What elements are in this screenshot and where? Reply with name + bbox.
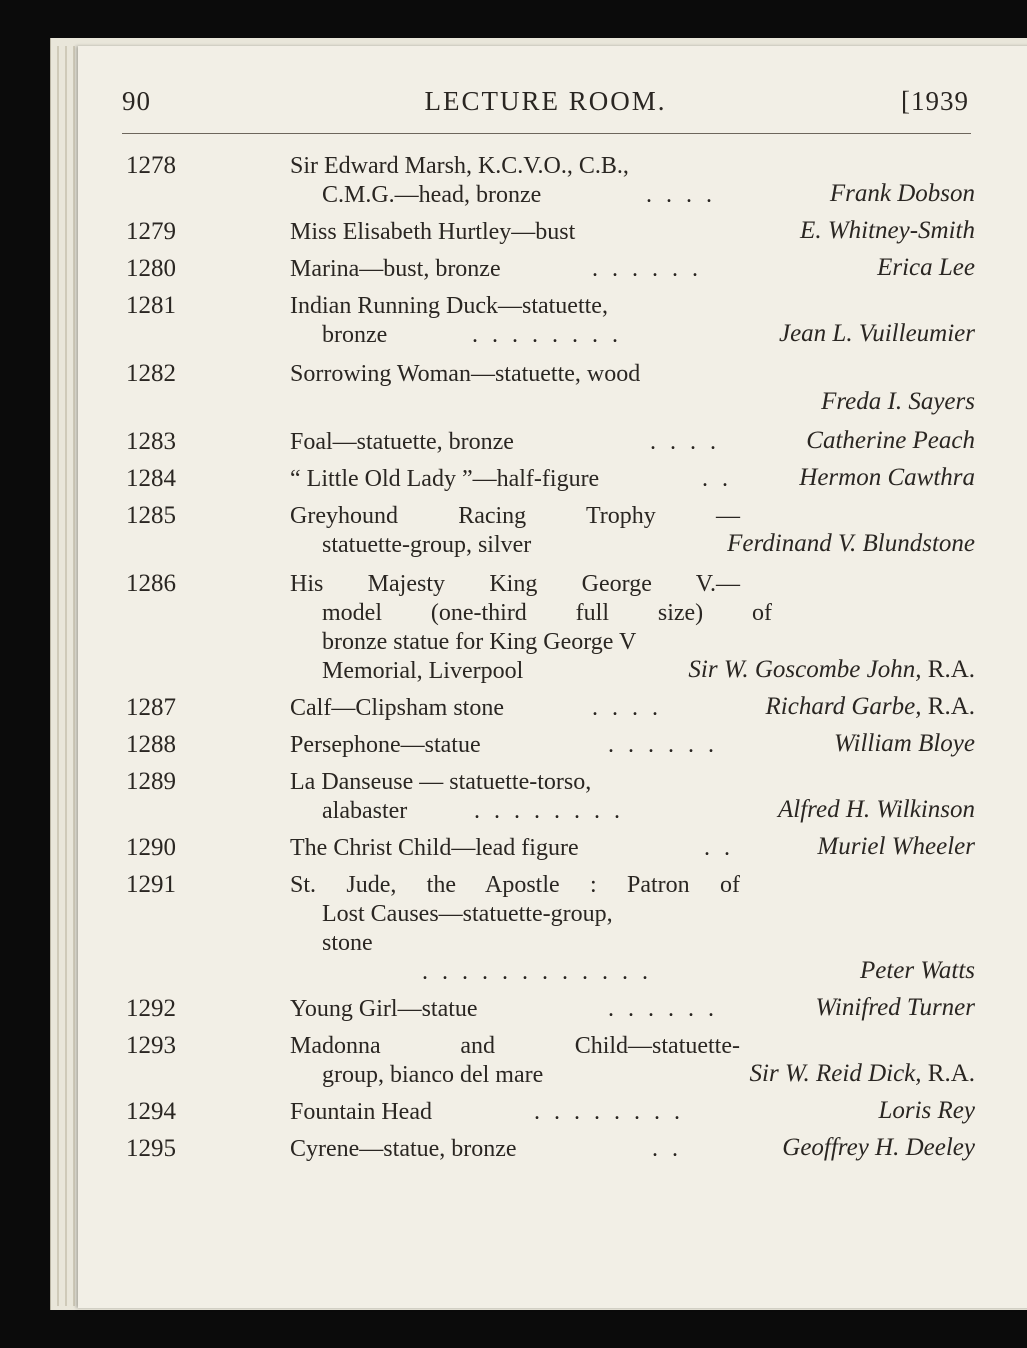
artist-honour: R.A. <box>927 693 975 720</box>
entry-title: Calf—Clipsham stone <box>290 695 504 721</box>
catalogue-entry <box>126 1032 975 1090</box>
entry-line <box>126 360 975 389</box>
artist-name-text: William Bloye <box>834 730 975 757</box>
page-edge <box>73 46 75 1306</box>
catalogue-entry <box>126 255 975 284</box>
entry-title: Cyrene—statue, bronze <box>290 1136 517 1162</box>
catalogue-entry <box>126 694 975 723</box>
leader-dots: . . . . . . . . <box>472 322 622 348</box>
entry-title-continued: Lost Causes—statuette-group, <box>322 901 613 927</box>
leader-dots: . . <box>704 835 734 861</box>
entry-line <box>126 321 975 350</box>
leader-dots: . . . . . . <box>592 256 702 282</box>
artist-name <box>750 1059 975 1088</box>
artist-name-text: Freda I. Sayers <box>821 388 975 415</box>
entry-title: “ Little Old Lady ”—half-figure <box>290 466 600 492</box>
artist-name-text: Geoffrey H. Deeley <box>782 1134 975 1161</box>
entry-number: 1286 <box>126 570 176 597</box>
entry-line <box>126 657 975 686</box>
artist-name <box>830 179 975 208</box>
artist-honour: R.A. <box>927 656 975 683</box>
artist-name-text: Erica Lee <box>877 254 975 281</box>
artist-name-text: Frank Dobson <box>829 180 975 207</box>
entry-title-continued: bronze statue for King George V <box>322 629 637 655</box>
entry-title-continued: stone <box>322 930 373 956</box>
entry-number: 1278 <box>126 152 176 179</box>
entry-line <box>126 958 975 987</box>
entry-line <box>126 900 975 929</box>
entry-title: Fountain Head <box>290 1099 432 1125</box>
artist-name-text: Catherine Peach <box>806 427 975 454</box>
entry-number: 1291 <box>126 871 176 898</box>
catalogue-entry <box>126 834 975 863</box>
leader-dots: . . <box>702 466 732 492</box>
catalogue-entry <box>126 502 975 560</box>
entry-line <box>126 292 975 321</box>
catalogue-entry <box>126 768 975 826</box>
catalogue-entry <box>126 152 975 210</box>
artist-name <box>782 1133 975 1162</box>
artist-name <box>766 692 975 721</box>
entry-line <box>126 995 975 1024</box>
artist-name <box>815 993 975 1022</box>
artist-name-text: Peter Watts <box>859 957 975 984</box>
entry-line <box>126 531 975 560</box>
entry-title-continued: model (one-third full size) of <box>322 600 772 626</box>
artist-name <box>878 1096 975 1125</box>
entry-line <box>126 694 975 723</box>
catalogue-entry <box>126 360 975 418</box>
artist-name <box>799 463 975 492</box>
artist-name <box>779 319 975 348</box>
artist-name <box>806 426 975 455</box>
entry-number: 1285 <box>126 502 176 529</box>
entry-number: 1282 <box>126 360 176 387</box>
artist-name-text: Jean L. Vuilleumier <box>778 320 975 347</box>
catalogue-entries <box>126 152 975 1164</box>
entry-number: 1293 <box>126 1032 176 1059</box>
artist-name-text: Richard Garbe, <box>765 693 922 720</box>
catalogue-entry <box>126 292 975 350</box>
entry-line <box>126 255 975 284</box>
entry-title-continued: group, bianco del mare <box>322 1062 544 1088</box>
entry-title-continued: statuette-group, silver <box>322 532 532 558</box>
entry-number: 1290 <box>126 834 176 861</box>
entry-line <box>126 218 975 247</box>
catalogue-entry <box>126 570 975 686</box>
entry-line <box>126 797 975 826</box>
leader-dots: . . . . . . . . <box>534 1099 684 1125</box>
leader-dots: . . <box>652 1136 682 1162</box>
entry-title: Foal—statuette, bronze <box>290 429 514 455</box>
artist-name-text: E. Whitney-Smith <box>800 217 975 244</box>
page-edge <box>65 46 67 1306</box>
catalogue-entry <box>126 731 975 760</box>
entry-line <box>126 502 975 531</box>
entry-title: His Majesty King George V.— <box>290 571 740 597</box>
artist-name-text: Ferdinand V. Blundstone <box>727 530 975 557</box>
header-rule <box>122 133 971 134</box>
artist-name <box>817 832 975 861</box>
leader-dots: . . . . <box>650 429 720 455</box>
catalogue-entry <box>126 1098 975 1127</box>
entry-line <box>126 929 975 958</box>
artist-name-text: Alfred H. Wilkinson <box>778 796 975 823</box>
entry-number: 1281 <box>126 292 176 319</box>
artist-name <box>778 795 975 824</box>
entry-number: 1287 <box>126 694 176 721</box>
entry-title: Young Girl—statue <box>290 996 478 1022</box>
artist-name <box>800 216 975 245</box>
entry-title: The Christ Child—lead figure <box>290 835 579 861</box>
entry-title: Sir Edward Marsh, K.C.V.O., C.B., <box>290 153 629 179</box>
entry-line <box>126 181 975 210</box>
entry-title: Persephone—statue <box>290 732 481 758</box>
entry-number: 1289 <box>126 768 176 795</box>
leader-dots: . . . . . . <box>608 996 718 1022</box>
entry-line <box>126 599 975 628</box>
leader-dots: . . . . . . . . . . . . <box>422 959 652 985</box>
entry-title: Madonna and Child—statuette- <box>290 1033 740 1059</box>
entry-title: St. Jude, the Apostle : Patron of <box>290 872 740 898</box>
entry-line <box>126 1098 975 1127</box>
entry-line <box>126 389 975 418</box>
artist-name-text: Sir W. Goscombe John, <box>688 656 922 683</box>
entry-title: Miss Elisabeth Hurtley—bust <box>290 219 576 245</box>
entry-line <box>126 465 975 494</box>
running-header <box>122 86 969 132</box>
entry-number: 1294 <box>126 1098 176 1125</box>
artist-name <box>821 387 975 416</box>
catalogue-entry <box>126 218 975 247</box>
catalogue-entry <box>126 465 975 494</box>
entry-number: 1279 <box>126 218 176 245</box>
entry-line <box>126 1061 975 1090</box>
entry-number: 1295 <box>126 1135 176 1162</box>
entry-line <box>126 628 975 657</box>
artist-name <box>688 655 975 684</box>
entry-title: Sorrowing Woman—statuette, wood <box>290 361 641 387</box>
catalogue-entry <box>126 871 975 987</box>
entry-number: 1283 <box>126 428 176 455</box>
artist-name-text: Sir W. Reid Dick, <box>749 1060 922 1087</box>
catalogue-entry <box>126 1135 975 1164</box>
leader-dots: . . . . <box>646 182 716 208</box>
leader-dots: . . . . . . . . <box>474 798 624 824</box>
entry-line <box>126 834 975 863</box>
entry-title-continued: C.M.G.—head, bronze <box>322 182 542 208</box>
entry-title-continued: Memorial, Liverpool <box>322 658 524 684</box>
entry-title: La Danseuse — statuette-torso, <box>290 769 592 795</box>
page-title: LECTURE ROOM. <box>424 86 667 116</box>
entry-line <box>126 1032 975 1061</box>
entry-title-continued: alabaster <box>322 798 408 824</box>
entry-number: 1288 <box>126 731 176 758</box>
artist-name <box>834 729 975 758</box>
entry-line <box>126 152 975 181</box>
entry-title-continued: bronze <box>322 322 388 348</box>
leader-dots: . . . . . . <box>608 732 718 758</box>
entry-line <box>126 871 975 900</box>
entry-number: 1292 <box>126 995 176 1022</box>
artist-name <box>727 529 975 558</box>
catalogue-entry <box>126 428 975 457</box>
leader-dots: . . . . <box>592 695 662 721</box>
catalogue-entry <box>126 995 975 1024</box>
entry-title: Marina—bust, bronze <box>290 256 501 282</box>
artist-name <box>877 253 975 282</box>
page-number: 90 <box>122 86 151 116</box>
artist-name-text: Winifred Turner <box>815 994 975 1021</box>
artist-name-text: Muriel Wheeler <box>817 833 975 860</box>
artist-name-text: Hermon Cawthra <box>799 464 975 491</box>
year-label: [1939 <box>901 86 969 116</box>
entry-title: Greyhound Racing Trophy — <box>290 503 740 529</box>
page-edge <box>57 46 59 1306</box>
artist-name <box>860 956 975 985</box>
artist-name-text: Loris Rey <box>878 1097 975 1124</box>
entry-line <box>126 428 975 457</box>
entry-title: Indian Running Duck—statuette, <box>290 293 608 319</box>
entry-line <box>126 570 975 599</box>
artist-honour: R.A. <box>927 1060 975 1087</box>
entry-number: 1284 <box>126 465 176 492</box>
entry-number: 1280 <box>126 255 176 282</box>
entry-line <box>126 731 975 760</box>
entry-line <box>126 768 975 797</box>
entry-line <box>126 1135 975 1164</box>
